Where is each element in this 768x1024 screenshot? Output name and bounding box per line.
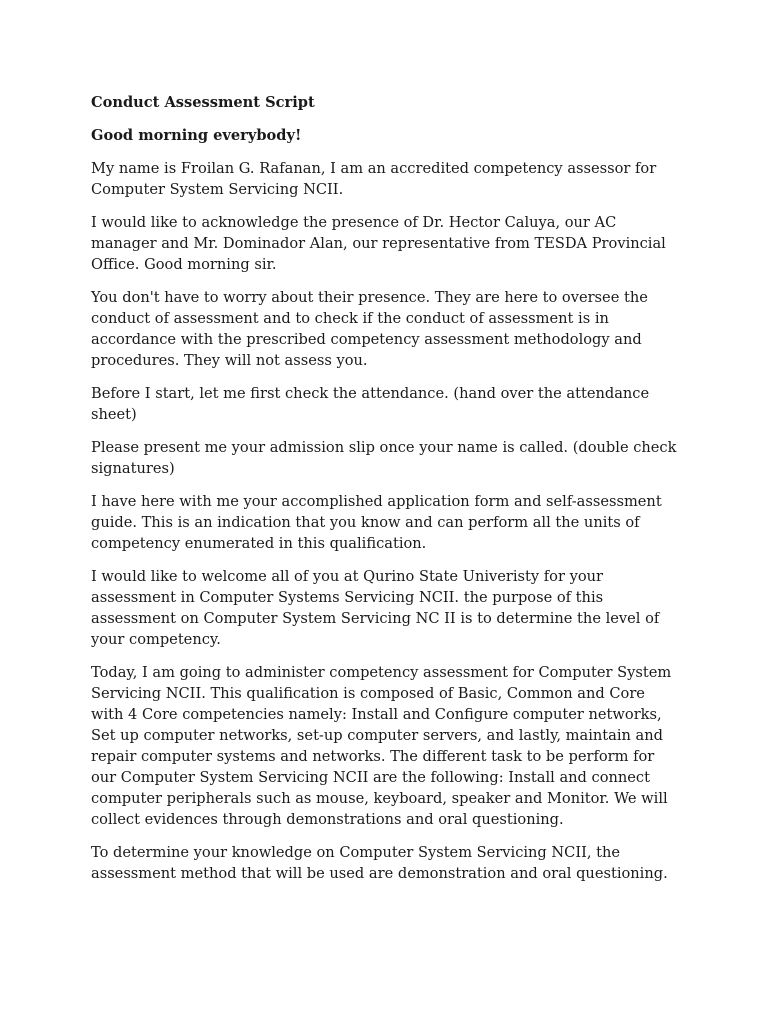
paragraph-assessment-method: To determine your knowledge on Computer System Servicing NCII, the assessment method that will be used are demonstration and oral questioning. — [91, 844, 668, 882]
paragraph-observers: You don't have to worry about their presence. They are here to oversee the conduct of assessment and to check if the conduct of assessment is in accordance with the prescribed competency assessment methodology and procedures. They will not assess you. — [91, 289, 648, 369]
greeting-line: Good morning everybody! — [91, 127, 302, 144]
document-title: Conduct Assessment Script — [91, 94, 315, 111]
paragraph-acknowledgement: I would like to acknowledge the presence of Dr. Hector Caluya, our AC manager and Mr. Dominador Alan, our representative from TESDA Provincial Office. Good morning sir. — [91, 214, 666, 273]
paragraph-introduction: My name is Froilan G. Rafanan, I am an accredited competency assessor for Computer System Servicing NCII. — [91, 160, 657, 198]
document-page — [91, 92, 681, 896]
paragraph-admission-slip: Please present me your admission slip once your name is called. (double check signatures) — [91, 439, 677, 477]
paragraph-attendance: Before I start, let me first check the attendance. (hand over the attendance sheet) — [91, 385, 650, 423]
paragraph-competencies: Today, I am going to administer competency assessment for Computer System Servicing NCII. This qualification is composed of Basic, Common and Core with 4 Core competencies namely: Install and Configure computer networks, Set up computer networks, set-up computer servers, and lastly, maintain and repair computer systems and networks. The different task to be perform for our Computer System Servicing NCII are the following: Install and connect computer peripherals such as mouse, keyboard, speaker and Monitor. We will collect evidences through demonstrations and oral questioning. — [91, 664, 672, 828]
paragraph-application-form: I have here with me your accomplished application form and self-assessment guide. This is an indication that you know and can perform all the units of competency enumerated in this qualification. — [91, 493, 662, 552]
paragraph-welcome: I would like to welcome all of you at Qurino State Univeristy for your assessment in Computer Systems Servicing NCII. the purpose of this assessment on Computer System Servicing NC II is to determine the level of your competency. — [91, 568, 660, 648]
